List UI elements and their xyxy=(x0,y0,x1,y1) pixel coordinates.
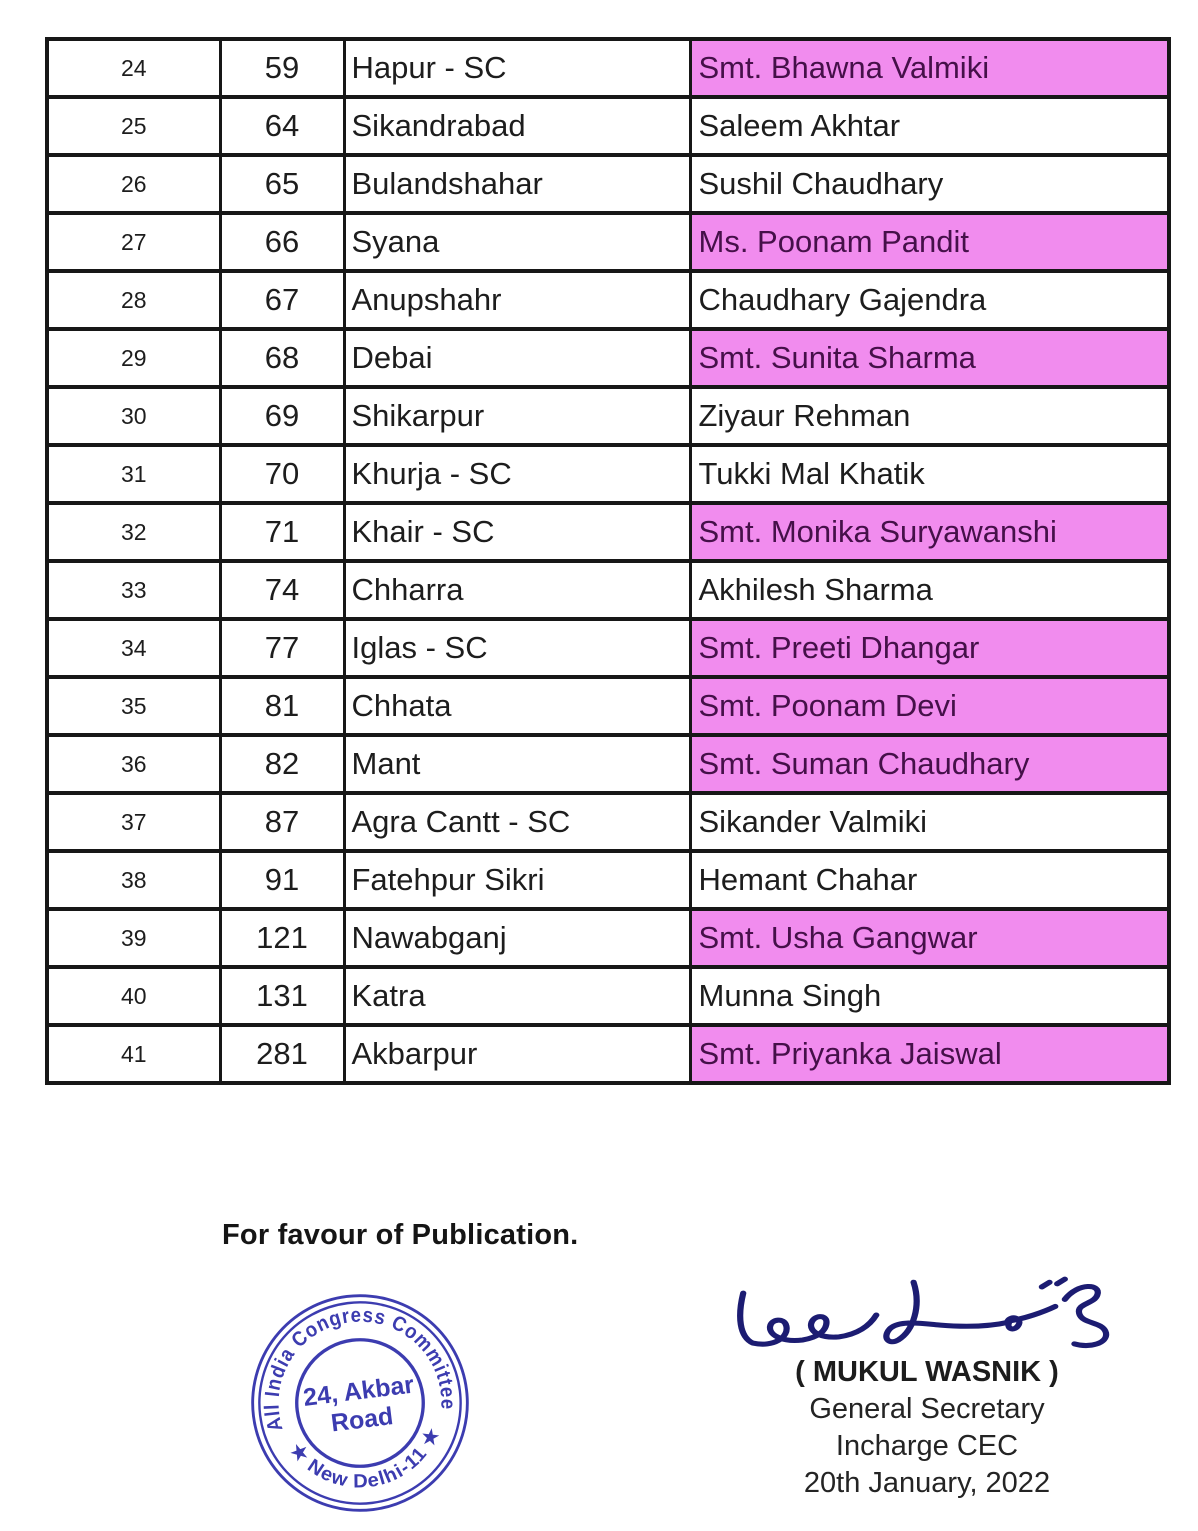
constituency-cell: Mant xyxy=(344,735,690,793)
serial-cell: 27 xyxy=(47,213,220,271)
constituency-cell: Khair - SC xyxy=(344,503,690,561)
candidate-cell: Chaudhary Gajendra xyxy=(690,271,1169,329)
candidate-cell: Saleem Akhtar xyxy=(690,97,1169,155)
constituency-cell: Sikandrabad xyxy=(344,97,690,155)
constituency-cell: Fatehpur Sikri xyxy=(344,851,690,909)
ac-number-cell: 65 xyxy=(220,155,344,213)
serial-cell: 34 xyxy=(47,619,220,677)
candidate-cell: Smt. Usha Gangwar xyxy=(690,909,1169,967)
signature-date: 20th January, 2022 xyxy=(803,1467,1051,1499)
serial-cell: 29 xyxy=(47,329,220,387)
serial-cell: 33 xyxy=(47,561,220,619)
ac-number-cell: 68 xyxy=(220,329,344,387)
ac-number-cell: 59 xyxy=(220,39,344,97)
ac-number-cell: 131 xyxy=(220,967,344,1025)
constituency-cell: Iglas - SC xyxy=(344,619,690,677)
candidate-cell: Smt. Suman Chaudhary xyxy=(690,735,1169,793)
candidate-cell: Smt. Sunita Sharma xyxy=(690,329,1169,387)
serial-cell: 28 xyxy=(47,271,220,329)
candidate-cell: Smt. Monika Suryawanshi xyxy=(690,503,1169,561)
table-row xyxy=(47,97,1169,155)
candidate-cell: Smt. Poonam Devi xyxy=(690,677,1169,735)
table-row xyxy=(47,1025,1169,1083)
constituency-cell: Shikarpur xyxy=(344,387,690,445)
aicc-round-stamp-icon xyxy=(245,1288,475,1518)
candidate-table-body xyxy=(47,39,1169,1083)
constituency-cell: Nawabganj xyxy=(344,909,690,967)
table-row xyxy=(47,329,1169,387)
table-row xyxy=(47,445,1169,503)
candidate-cell: Smt. Preeti Dhangar xyxy=(690,619,1169,677)
serial-cell: 26 xyxy=(47,155,220,213)
candidate-cell: Tukki Mal Khatik xyxy=(690,445,1169,503)
stamp-center-line2: Road xyxy=(329,1402,395,1438)
signatory-role-line2: Incharge CEC xyxy=(835,1430,1019,1462)
serial-cell: 39 xyxy=(47,909,220,967)
signature-ink xyxy=(726,1276,1128,1354)
signature-block xyxy=(697,1276,1157,1500)
ac-number-cell: 91 xyxy=(220,851,344,909)
ac-number-cell: 281 xyxy=(220,1025,344,1083)
table-row xyxy=(47,213,1169,271)
candidate-cell: Munna Singh xyxy=(690,967,1169,1025)
serial-cell: 38 xyxy=(47,851,220,909)
serial-cell: 37 xyxy=(47,793,220,851)
ac-number-cell: 82 xyxy=(220,735,344,793)
signatory-name: ( MUKUL WASNIK ) xyxy=(795,1356,1059,1388)
serial-cell: 32 xyxy=(47,503,220,561)
table-row xyxy=(47,39,1169,97)
signatory-role-line1: General Secretary xyxy=(809,1393,1045,1425)
candidate-cell: Hemant Chahar xyxy=(690,851,1169,909)
table-row xyxy=(47,851,1169,909)
table-row xyxy=(47,793,1169,851)
ac-number-cell: 69 xyxy=(220,387,344,445)
candidate-cell: Akhilesh Sharma xyxy=(690,561,1169,619)
constituency-cell: Khurja - SC xyxy=(344,445,690,503)
stamp-center-line1: 24, Akbar xyxy=(301,1370,416,1412)
ac-number-cell: 66 xyxy=(220,213,344,271)
table-row xyxy=(47,503,1169,561)
table-row xyxy=(47,387,1169,445)
constituency-cell: Chharra xyxy=(344,561,690,619)
table-row xyxy=(47,967,1169,1025)
candidate-cell: Sushil Chaudhary xyxy=(690,155,1169,213)
constituency-cell: Debai xyxy=(344,329,690,387)
table-row xyxy=(47,735,1169,793)
serial-cell: 24 xyxy=(47,39,220,97)
constituency-cell: Chhata xyxy=(344,677,690,735)
serial-cell: 36 xyxy=(47,735,220,793)
table-row xyxy=(47,619,1169,677)
stamp-arc-bottom-text: ★ New Delhi-11 ★ xyxy=(285,1424,445,1493)
constituency-cell: Agra Cantt - SC xyxy=(344,793,690,851)
ac-number-cell: 64 xyxy=(220,97,344,155)
serial-cell: 41 xyxy=(47,1025,220,1083)
serial-cell: 25 xyxy=(47,97,220,155)
candidates-table xyxy=(45,37,1171,1085)
ac-number-cell: 67 xyxy=(220,271,344,329)
serial-cell: 35 xyxy=(47,677,220,735)
table-row xyxy=(47,271,1169,329)
ac-number-cell: 70 xyxy=(220,445,344,503)
ac-number-cell: 74 xyxy=(220,561,344,619)
ac-number-cell: 81 xyxy=(220,677,344,735)
candidate-cell: Smt. Priyanka Jaiswal xyxy=(690,1025,1169,1083)
ac-number-cell: 77 xyxy=(220,619,344,677)
constituency-cell: Hapur - SC xyxy=(344,39,690,97)
constituency-cell: Anupshahr xyxy=(344,271,690,329)
table-row xyxy=(47,561,1169,619)
constituency-cell: Bulandshahar xyxy=(344,155,690,213)
candidate-cell: Smt. Bhawna Valmiki xyxy=(690,39,1169,97)
serial-cell: 31 xyxy=(47,445,220,503)
table-row xyxy=(47,155,1169,213)
candidate-cell: Sikander Valmiki xyxy=(690,793,1169,851)
serial-cell: 40 xyxy=(47,967,220,1025)
ac-number-cell: 121 xyxy=(220,909,344,967)
candidate-cell: Ms. Poonam Pandit xyxy=(690,213,1169,271)
stamp-arc-top-text: All India Congress Committee xyxy=(260,1303,460,1434)
table-row xyxy=(47,909,1169,967)
serial-cell: 30 xyxy=(47,387,220,445)
constituency-cell: Katra xyxy=(344,967,690,1025)
candidate-cell: Ziyaur Rehman xyxy=(690,387,1169,445)
ac-number-cell: 71 xyxy=(220,503,344,561)
publication-note: For favour of Publication. xyxy=(222,1219,579,1251)
ac-number-cell: 87 xyxy=(220,793,344,851)
constituency-cell: Akbarpur xyxy=(344,1025,690,1083)
constituency-cell: Syana xyxy=(344,213,690,271)
table-row xyxy=(47,677,1169,735)
